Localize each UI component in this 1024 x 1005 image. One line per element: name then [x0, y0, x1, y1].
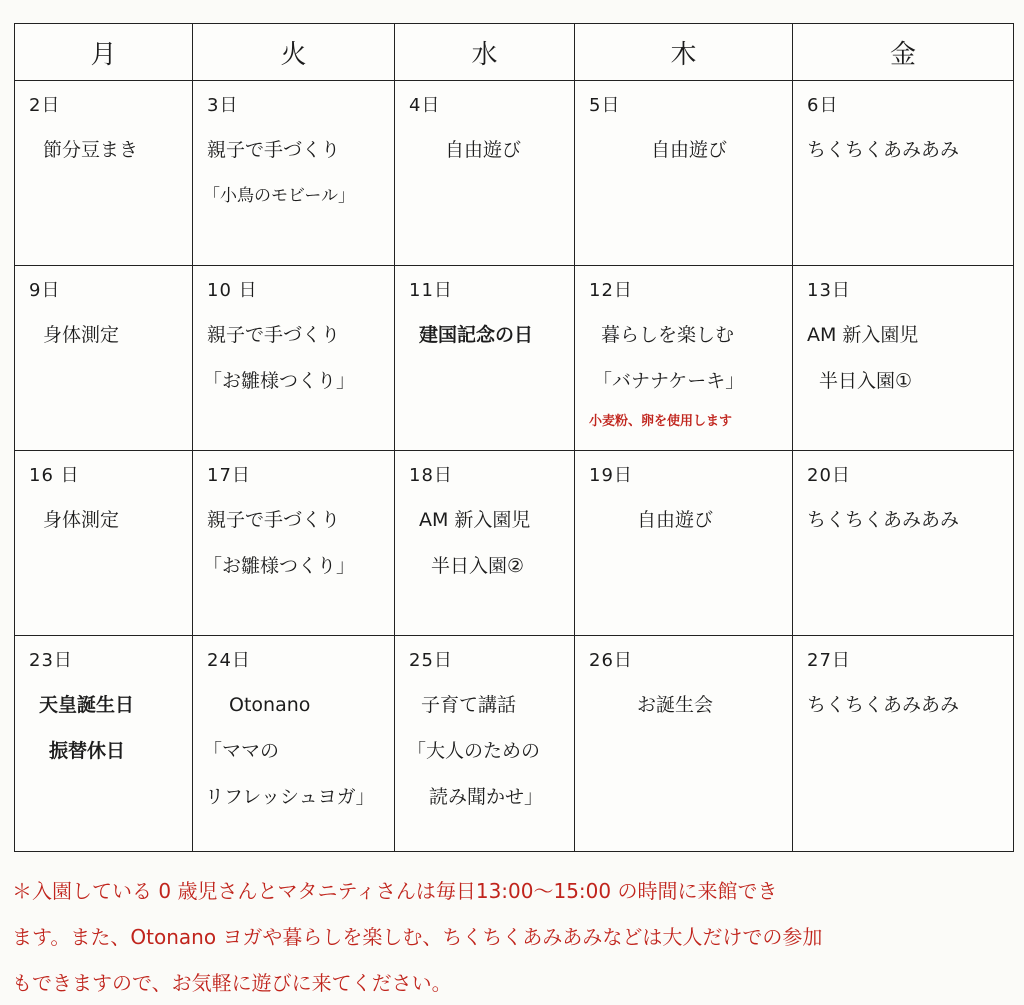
day-cell [193, 266, 395, 451]
day-date: 6日 [807, 95, 839, 116]
week-row-2 [15, 266, 1014, 451]
day-date: 23日 [29, 650, 73, 671]
day-cell [575, 81, 793, 266]
event-subtitle: 「お雛様つくり」 [203, 555, 356, 577]
week-row-1 [15, 81, 1014, 266]
day-cell [193, 81, 395, 266]
day-cell [575, 266, 793, 451]
day-date: 25日 [409, 650, 453, 671]
event-text: ちくちくあみあみ [807, 694, 960, 716]
day-cell [15, 451, 193, 636]
event-text: ちくちくあみあみ [807, 509, 960, 531]
day-cell [15, 266, 193, 451]
day-cell [395, 636, 575, 852]
day-date: 16 日 [29, 465, 80, 486]
day-date: 24日 [207, 650, 251, 671]
weekday-header-tue: 火 [193, 24, 395, 81]
day-cell [395, 451, 575, 636]
day-cell [793, 81, 1014, 266]
event-subtitle: 「バナナケーキ」 [593, 370, 745, 392]
week-row-4 [15, 636, 1014, 852]
event-text: 身体測定 [43, 324, 120, 346]
footer-line-1: ＊入園している 0 歳児さんとマタニティさんは毎日13:00～15:00 の時間に来館でき [12, 879, 778, 903]
day-date: 17日 [207, 465, 251, 486]
day-date: 4日 [409, 95, 441, 116]
day-date: 3日 [207, 95, 239, 116]
day-cell [793, 636, 1014, 852]
day-date: 11日 [409, 280, 453, 301]
day-cell [575, 636, 793, 852]
event-subtitle: 「ママの [203, 740, 280, 762]
weekday-header-fri: 金 [793, 24, 1014, 81]
event-text: ちくちくあみあみ [807, 139, 960, 161]
day-date: 5日 [589, 95, 621, 116]
day-cell [793, 266, 1014, 451]
weekday-header-thu: 木 [575, 24, 793, 81]
day-cell [395, 81, 575, 266]
day-date: 2日 [29, 95, 61, 116]
event-subtitle-2: リフレッシュヨガ」 [205, 786, 375, 808]
weekday-header-row [15, 24, 1014, 81]
day-date: 18日 [409, 465, 453, 486]
event-subtitle: 「お雛様つくり」 [203, 370, 356, 392]
footer-notice [12, 868, 1017, 1005]
day-date: 10 日 [207, 280, 258, 301]
event-text: AM 新入園児 [419, 509, 531, 531]
event-text: 節分豆まき [43, 139, 139, 161]
allergy-note: 小麦粉、卵を使用します [589, 414, 733, 429]
event-text: AM 新入園児 [807, 324, 919, 346]
event-text: 親子で手づくり [207, 509, 341, 531]
event-text: 身体測定 [43, 509, 120, 531]
footer-line-3: もできますので、お気軽に遊びに来てください。 [12, 971, 452, 995]
event-text: 親子で手づくり [207, 324, 341, 346]
day-date: 20日 [807, 465, 851, 486]
event-subtitle: 半日入園② [431, 555, 525, 577]
day-cell [193, 636, 395, 852]
day-date: 27日 [807, 650, 851, 671]
week-row-3 [15, 451, 1014, 636]
day-cell [15, 81, 193, 266]
holiday-subtitle: 振替休日 [49, 740, 126, 762]
event-subtitle: 「大人のための [407, 740, 541, 762]
day-date: 19日 [589, 465, 633, 486]
holiday-name: 天皇誕生日 [39, 694, 135, 716]
day-cell [793, 451, 1014, 636]
event-subtitle: 半日入園① [819, 370, 913, 392]
event-text: お誕生会 [637, 694, 714, 716]
day-cell [193, 451, 395, 636]
event-text: 暮らしを楽しむ [601, 324, 735, 346]
event-text: 自由遊び [651, 139, 728, 161]
event-text: 自由遊び [445, 139, 522, 161]
event-subtitle-2: 読み聞かせ」 [429, 786, 544, 808]
day-cell-substitute-holiday [15, 636, 193, 852]
day-date: 12日 [589, 280, 633, 301]
event-text: 子育て講話 [421, 694, 517, 716]
weekday-header-wed: 水 [395, 24, 575, 81]
holiday-name: 建国記念の日 [419, 324, 534, 346]
day-date: 13日 [807, 280, 851, 301]
event-text: 親子で手づくり [207, 139, 341, 161]
footer-line-2: ます。また、Otonano ヨガや暮らしを楽しむ、ちくちくあみあみなどは大人だけでの参加 [12, 925, 823, 949]
day-date: 26日 [589, 650, 633, 671]
weekly-calendar [14, 23, 1014, 852]
weekday-header-mon: 月 [15, 24, 193, 81]
event-text: 自由遊び [637, 509, 714, 531]
event-text: Otonano [229, 694, 311, 716]
day-cell [575, 451, 793, 636]
day-date: 9日 [29, 280, 61, 301]
event-subtitle: 「小鳥のモビール」 [203, 186, 355, 206]
day-cell-national-holiday [395, 266, 575, 451]
